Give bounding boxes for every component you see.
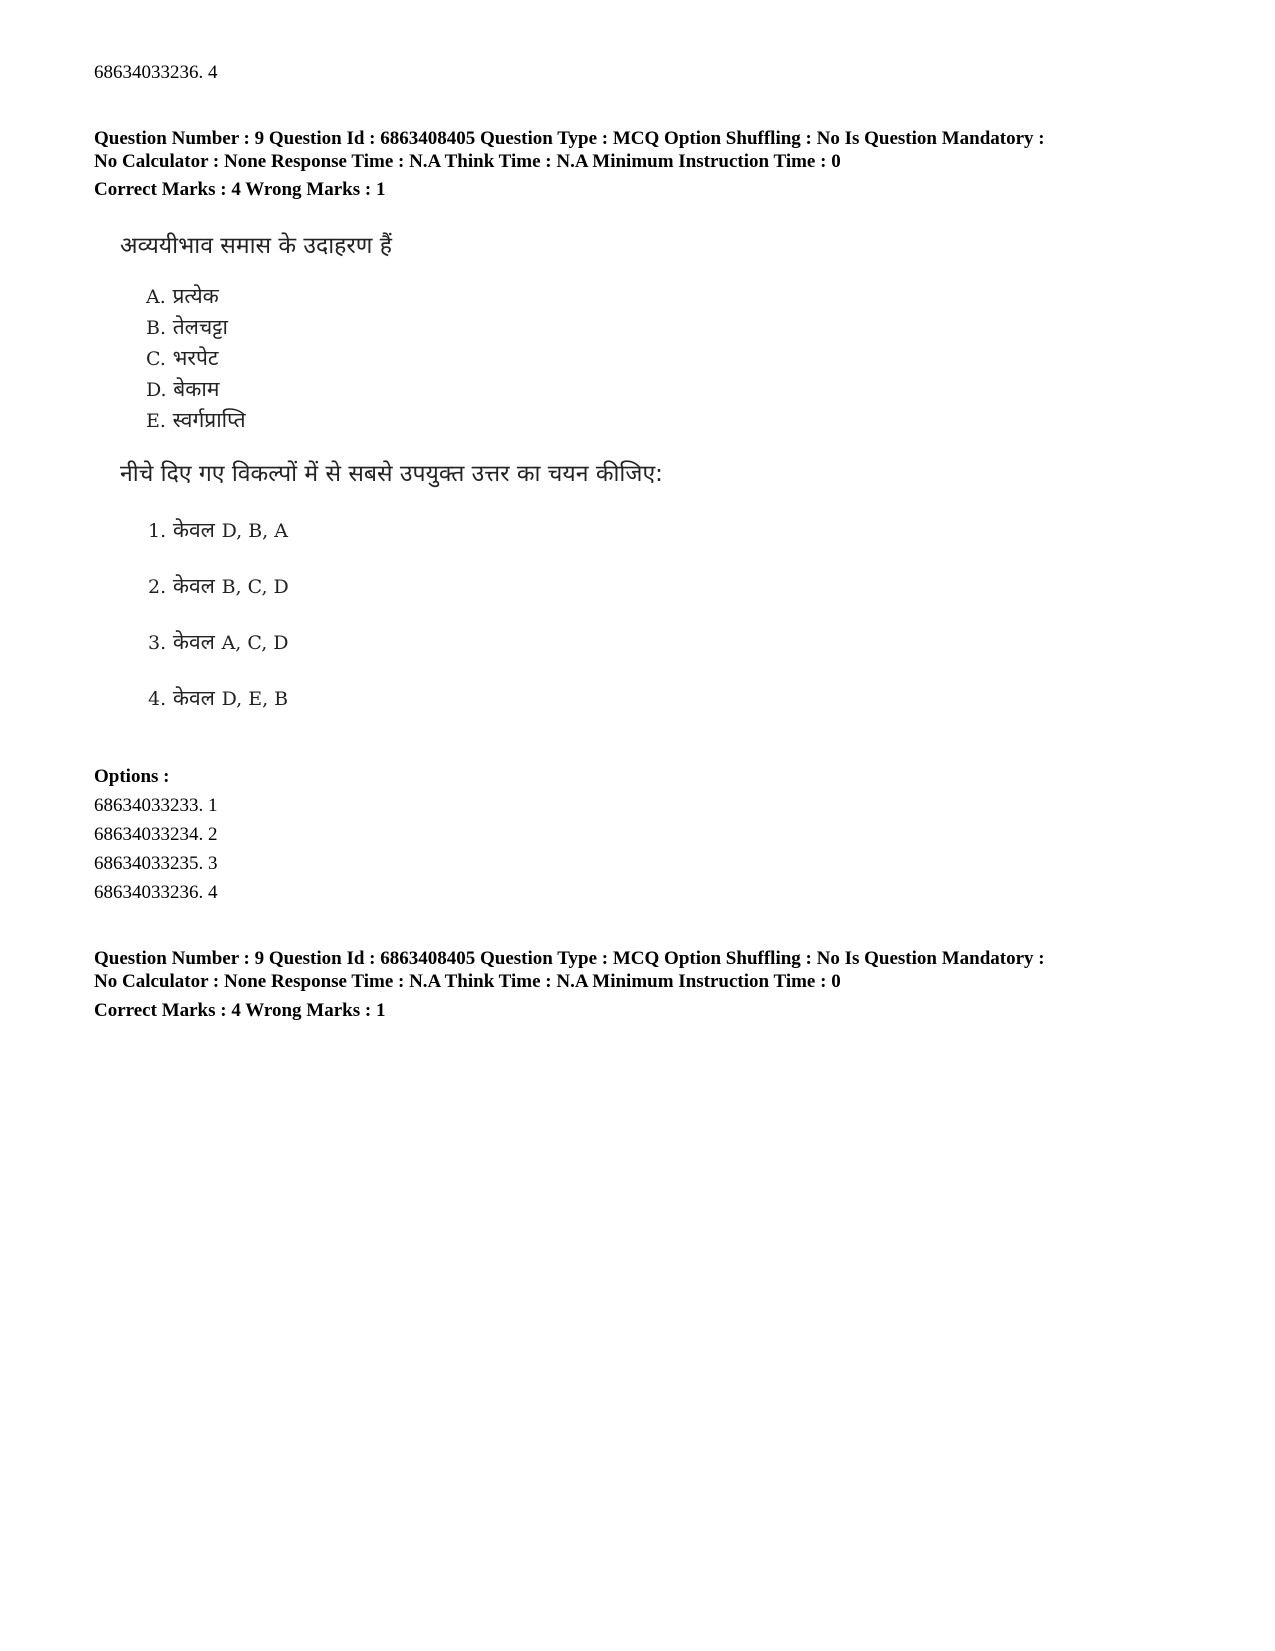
statement-c bbox=[146, 344, 218, 372]
question-marks: Correct Marks : 4 Wrong Marks : 1 bbox=[94, 179, 386, 200]
question-meta-line-2: No Calculator : None Response Time : N.A Think Time : N.A Minimum Instruction Time : 0 bbox=[94, 151, 841, 172]
statement-a bbox=[146, 282, 219, 310]
statement-key: E. bbox=[146, 410, 166, 432]
statement-text: भरपेट bbox=[172, 346, 219, 370]
option-item: 68634033233. 1 bbox=[94, 795, 218, 816]
choice-word: केवल bbox=[172, 630, 215, 654]
question-meta-line-1: Question Number : 9 Question Id : 6863408405 Question Type : MCQ Option Shuffling : No Is Question Mandatory : bbox=[94, 128, 1045, 149]
statement-text: प्रत्येक bbox=[172, 284, 219, 308]
choice-letters: B, C, D bbox=[221, 576, 289, 598]
question-meta-line-1: Question Number : 9 Question Id : 6863408405 Question Type : MCQ Option Shuffling : No Is Question Mandatory : bbox=[94, 948, 1045, 969]
choice-letters: A, C, D bbox=[221, 632, 289, 654]
choice-letters: D, E, B bbox=[221, 688, 289, 710]
choice-3 bbox=[148, 628, 289, 656]
statement-e bbox=[146, 406, 246, 434]
statement-key: D. bbox=[146, 379, 167, 401]
choice-4 bbox=[148, 684, 288, 712]
statement-text: बेकाम bbox=[173, 377, 220, 401]
choice-letters: D, B, A bbox=[221, 520, 288, 542]
statement-b bbox=[146, 313, 228, 341]
question-image bbox=[110, 226, 730, 746]
question-stem: अव्ययीभाव समास के उदाहरण हैं bbox=[120, 233, 392, 259]
statement-d bbox=[146, 375, 219, 403]
statement-key: C. bbox=[146, 348, 166, 370]
previous-option-line: 68634033236. 4 bbox=[94, 62, 218, 83]
question-meta-line-2: No Calculator : None Response Time : N.A Think Time : N.A Minimum Instruction Time : 0 bbox=[94, 971, 841, 992]
choice-2 bbox=[148, 572, 289, 600]
statement-text: स्वर्गप्राप्ति bbox=[172, 408, 246, 432]
options-heading: Options : bbox=[94, 766, 170, 787]
question-instruction: नीचे दिए गए विकल्पों में से सबसे उपयुक्त उत्तर का चयन कीजिए: bbox=[120, 461, 663, 487]
choice-word: केवल bbox=[172, 686, 215, 710]
option-item: 68634033235. 3 bbox=[94, 853, 218, 874]
choice-1 bbox=[148, 516, 288, 544]
statement-text: तेलचट्टा bbox=[172, 315, 228, 339]
statement-key: A. bbox=[146, 286, 166, 308]
choice-word: केवल bbox=[172, 574, 215, 598]
choice-number: 3. bbox=[148, 632, 167, 654]
choice-number: 1. bbox=[148, 520, 167, 542]
option-item: 68634033236. 4 bbox=[94, 882, 218, 903]
question-marks: Correct Marks : 4 Wrong Marks : 1 bbox=[94, 1000, 386, 1021]
choice-word: केवल bbox=[172, 518, 215, 542]
choice-number: 4. bbox=[148, 688, 167, 710]
option-item: 68634033234. 2 bbox=[94, 824, 218, 845]
statement-key: B. bbox=[146, 317, 167, 339]
choice-number: 2. bbox=[148, 576, 167, 598]
